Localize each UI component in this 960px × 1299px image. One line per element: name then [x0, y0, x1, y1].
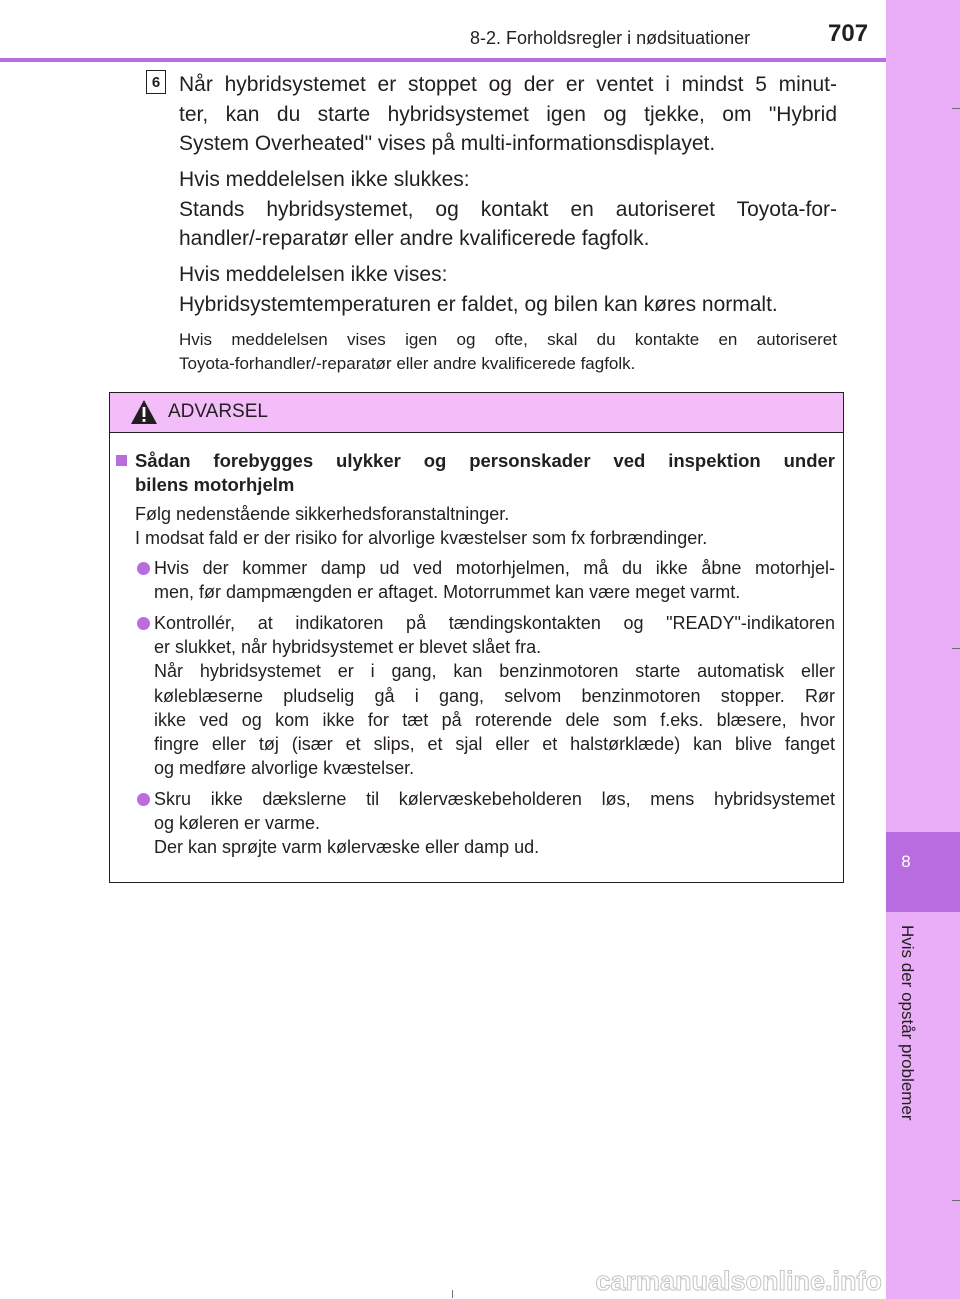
text-line: men, før dampmængden er aftaget. Motorrummet kan være meget varmt.	[154, 582, 741, 603]
warning-triangle-icon	[130, 399, 158, 425]
text-line: Der kan sprøjte varm kølervæske eller damp ud.	[154, 837, 540, 858]
square-bullet-icon	[116, 455, 127, 466]
text-line: ter, kan du starte hybridsystemet igen og tjekke, om "Hybrid	[179, 102, 837, 126]
case-heading: Hvis meddelelsen ikke vises:	[179, 263, 448, 286]
text-line: Hvis der kommer damp ud ved motorhjelmen, må du ikke åbne motorhjel-	[154, 558, 835, 578]
text-line: Når hybridsystemet er stoppet og der er ventet i mindst 5 minut-	[179, 73, 837, 96]
case-heading: Hvis meddelelsen ikke slukkes:	[179, 168, 470, 191]
crop-mark	[952, 648, 960, 649]
text-line: og køleren er varme.	[154, 813, 321, 834]
text-line: køleblæserne pludselig gå i gang, selvom benzinmotoren stopper. Rør	[154, 685, 835, 706]
text-line: Hvis meddelelsen vises igen og ofte, skal du kontakte en autoriseret	[179, 330, 837, 349]
circle-bullet-icon	[137, 617, 150, 630]
circle-bullet-icon	[137, 562, 150, 575]
step-number-badge: 6	[146, 70, 166, 94]
watermark-logo	[580, 1262, 886, 1298]
warning-bullet	[154, 787, 835, 860]
text-line: ikke ved og kom ikke for tæt på roterende dele som f.eks. blæsere, hvor	[154, 709, 835, 730]
step-note	[179, 328, 837, 376]
case-not-cleared	[179, 165, 837, 254]
warning-intro	[135, 502, 835, 550]
text-line: bilens motorhjelm	[135, 474, 295, 496]
chapter-title: Hvis der opstår problemer	[898, 925, 917, 1121]
text-line: og medføre alvorlige kvæstelser.	[154, 758, 415, 779]
text-line: handler/-reparatør eller andre kvalificerede fagfolk.	[179, 227, 650, 250]
crop-mark	[452, 1290, 453, 1298]
page-number: 707	[828, 20, 869, 47]
chapter-number: 8	[901, 852, 911, 871]
text-line: Kontrollér, at indikatoren på tændingskontakten og "READY"-indikatoren	[154, 613, 835, 633]
warning-bullet	[154, 611, 835, 780]
text-line: fingre eller tøj (især et slips, et sjal eller et halstørklæde) kan blive fanget	[154, 734, 835, 755]
crop-mark	[952, 108, 960, 109]
text-line: Hybridsystemtemperaturen er faldet, og bilen kan køres normalt.	[179, 292, 778, 316]
text-line: Når hybridsystemet er i gang, kan benzinmotoren starte automatisk eller	[154, 661, 835, 682]
watermark-text: carmanualsonline.info	[595, 1266, 882, 1296]
step-paragraph	[179, 70, 837, 159]
text-line: I modsat fald er der risiko for alvorlige kvæstelser som fx forbrændinger.	[135, 528, 708, 549]
text-line: Skru ikke dækslerne til kølervæskebeholderen løs, mens hybridsystemet	[154, 789, 835, 809]
warning-bullet	[154, 556, 835, 604]
text-line: Toyota-forhandler/-reparatør eller andre kvalificerede fagfolk.	[179, 354, 636, 373]
header-rule	[0, 58, 886, 62]
section-title: 8-2. Forholdsregler i nødsituationer	[470, 28, 751, 48]
text-line: Sådan forebygges ulykker og personskader ved inspektion under	[135, 450, 835, 471]
text-line: Følg nedenstående sikkerhedsforanstaltninger.	[135, 504, 510, 524]
text-line: er slukket, når hybridsystemet er blevet slået fra.	[154, 637, 542, 658]
warning-box	[109, 392, 844, 883]
crop-mark	[952, 1200, 960, 1201]
text-line: Stands hybridsystemet, og kontakt en autoriseret Toyota-for-	[179, 197, 837, 221]
warning-header	[110, 393, 843, 433]
circle-bullet-icon	[137, 793, 150, 806]
warning-title: ADVARSEL	[168, 401, 268, 422]
text-line: System Overheated" vises på multi-informationsdisplayet.	[179, 132, 716, 155]
case-not-shown	[179, 260, 837, 319]
chapter-number-block	[886, 832, 960, 912]
warning-heading	[135, 449, 835, 497]
